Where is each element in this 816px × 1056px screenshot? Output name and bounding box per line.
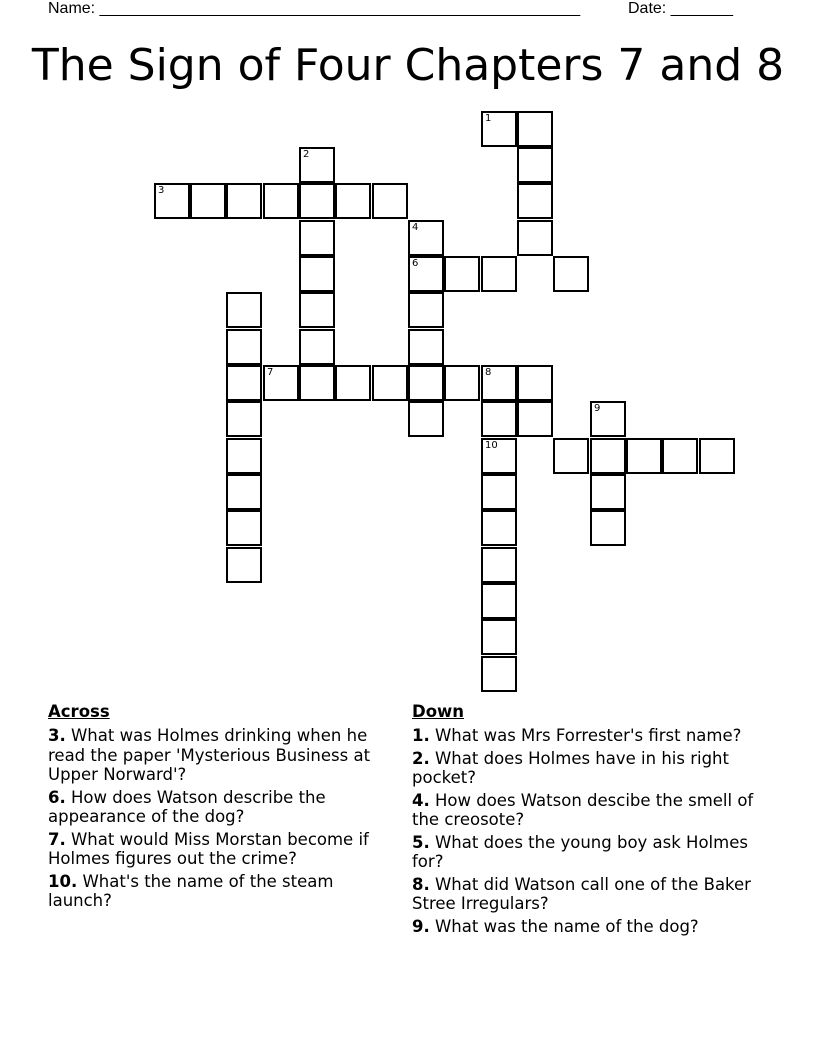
clue-number: 1 <box>485 113 492 124</box>
clue-item <box>412 791 762 830</box>
grid-cell[interactable] <box>444 365 480 401</box>
grid-cell[interactable] <box>408 220 444 256</box>
clue-item <box>48 830 398 869</box>
grid-cell[interactable] <box>226 292 262 328</box>
clue-item-text: How does Watson descibe the smell of the creosote? <box>412 790 754 829</box>
clue-item-number: 9. <box>412 916 430 936</box>
clue-item <box>412 726 762 746</box>
grid-cell[interactable] <box>481 619 517 655</box>
date-field-label: Date: _______ <box>628 0 733 17</box>
grid-cell[interactable] <box>626 438 662 474</box>
grid-cell[interactable] <box>553 256 589 292</box>
page-title: The Sign of Four Chapters 7 and 8 <box>31 40 785 91</box>
grid-cell[interactable] <box>299 256 335 292</box>
grid-cell[interactable] <box>517 401 553 437</box>
clue-item-number: 8. <box>412 874 430 894</box>
grid-cell[interactable] <box>372 183 408 219</box>
clue-item-text: What was Holmes drinking when he read the paper 'Mysterious Business at Upper Norward'? <box>48 726 371 784</box>
grid-cell[interactable] <box>335 365 371 401</box>
grid-cell[interactable] <box>299 365 335 401</box>
grid-cell[interactable] <box>481 474 517 510</box>
grid-cell[interactable] <box>590 510 626 546</box>
grid-cell[interactable] <box>226 329 262 365</box>
grid-cell[interactable] <box>481 401 517 437</box>
grid-cell[interactable] <box>481 111 517 147</box>
grid-cell[interactable] <box>408 292 444 328</box>
clue-item-number: 10. <box>48 871 78 891</box>
clue-item-number: 2. <box>412 748 430 768</box>
grid-cell[interactable] <box>226 401 262 437</box>
grid-cell[interactable] <box>517 147 553 183</box>
clue-item <box>48 726 398 785</box>
clue-item-text: What was Mrs Forrester's first name? <box>429 726 742 745</box>
grid-cell[interactable] <box>662 438 698 474</box>
clue-item-text: What was the name of the dog? <box>429 916 699 936</box>
clue-item-number: 3. <box>48 726 66 745</box>
clue-item <box>412 833 762 872</box>
grid-cell[interactable] <box>154 183 190 219</box>
grid-cell[interactable] <box>372 365 408 401</box>
clue-number: 10 <box>485 440 498 451</box>
grid-cell[interactable] <box>408 401 444 437</box>
grid-cell[interactable] <box>226 438 262 474</box>
down-clues <box>412 702 762 939</box>
grid-cell[interactable] <box>299 147 335 183</box>
clue-item-text: What does the young boy ask Holmes for? <box>412 832 748 871</box>
grid-cell[interactable] <box>226 183 262 219</box>
clue-item <box>48 788 398 827</box>
clue-item <box>48 872 398 911</box>
grid-cell[interactable] <box>226 474 262 510</box>
across-clues <box>48 702 398 914</box>
clue-item-text: What would Miss Morstan become if Holmes figures out the crime? <box>48 829 369 868</box>
clue-item-number: 1. <box>412 726 430 745</box>
clue-item-text: What did Watson call one of the Baker Stree Irregulars? <box>412 874 751 913</box>
grid-cell[interactable] <box>481 583 517 619</box>
grid-cell[interactable] <box>226 510 262 546</box>
grid-cell[interactable] <box>517 183 553 219</box>
clue-item-number: 6. <box>48 787 66 807</box>
grid-cell[interactable] <box>190 183 226 219</box>
clue-number: 7 <box>267 367 274 378</box>
clue-item-number: 7. <box>48 829 66 849</box>
clue-number: 2 <box>303 149 310 160</box>
grid-cell[interactable] <box>590 474 626 510</box>
across-heading: Across <box>48 702 110 721</box>
grid-cell[interactable] <box>481 365 517 401</box>
grid-cell[interactable] <box>444 256 480 292</box>
grid-cell[interactable] <box>481 656 517 692</box>
clue-number: 8 <box>485 367 492 378</box>
clue-item <box>412 875 762 914</box>
grid-cell[interactable] <box>553 438 589 474</box>
clue-number: 4 <box>412 222 419 233</box>
down-clue-list <box>412 726 762 936</box>
grid-cell[interactable] <box>299 292 335 328</box>
clue-item-text: How does Watson describe the appearance of the dog? <box>48 787 326 826</box>
grid-cell[interactable] <box>699 438 735 474</box>
grid-cell[interactable] <box>408 329 444 365</box>
grid-cell[interactable] <box>263 365 299 401</box>
grid-cell[interactable] <box>226 547 262 583</box>
clue-item-text: What does Holmes have in his right pocket? <box>412 748 729 787</box>
grid-cell[interactable] <box>408 256 444 292</box>
down-heading: Down <box>412 702 465 721</box>
clue-number: 6 <box>412 258 419 269</box>
clue-item <box>412 749 762 788</box>
grid-cell[interactable] <box>263 183 299 219</box>
grid-cell[interactable] <box>590 438 626 474</box>
clue-item <box>412 917 762 937</box>
grid-cell[interactable] <box>517 365 553 401</box>
clue-number: 9 <box>594 403 601 414</box>
clue-item-number: 5. <box>412 832 430 852</box>
grid-cell[interactable] <box>517 111 553 147</box>
grid-cell[interactable] <box>590 401 626 437</box>
grid-cell[interactable] <box>517 220 553 256</box>
grid-cell[interactable] <box>299 220 335 256</box>
grid-cell[interactable] <box>226 365 262 401</box>
grid-cell[interactable] <box>481 510 517 546</box>
grid-cell[interactable] <box>481 547 517 583</box>
grid-cell[interactable] <box>299 329 335 365</box>
grid-cell[interactable] <box>408 365 444 401</box>
grid-cell[interactable] <box>481 256 517 292</box>
grid-cell[interactable] <box>335 183 371 219</box>
grid-cell[interactable] <box>299 183 335 219</box>
clue-number: 3 <box>158 185 165 196</box>
grid-cell[interactable] <box>481 438 517 474</box>
clue-item-number: 4. <box>412 790 430 810</box>
clue-item-text: What's the name of the steam launch? <box>48 871 334 910</box>
across-clue-list <box>48 726 398 911</box>
name-field-label: Name: ______________________________________________________ <box>48 0 581 17</box>
